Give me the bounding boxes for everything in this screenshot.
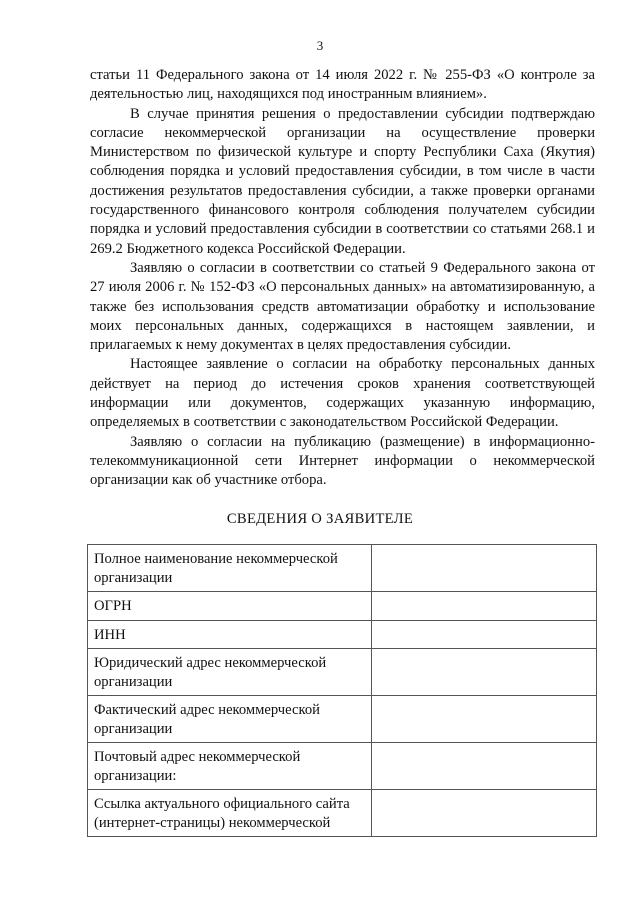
table-row bbox=[88, 790, 597, 837]
row-value-legal-address[interactable] bbox=[372, 649, 597, 696]
table-row bbox=[88, 743, 597, 790]
row-label-actual-address: Фактический адрес некоммерческой организации bbox=[88, 696, 372, 743]
table-row bbox=[88, 592, 597, 621]
row-value-actual-address[interactable] bbox=[372, 696, 597, 743]
row-value-ogrn[interactable] bbox=[372, 592, 597, 621]
table-row bbox=[88, 545, 597, 592]
paragraph-continuation: статьи 11 Федерального закона от 14 июля 2022 г. № 255-ФЗ «О контроле за деятельностью лиц, находящихся под иностранным влиянием». bbox=[90, 67, 595, 103]
paragraph-personal-data-consent: Заявляю о согласии в соответствии со статьей 9 Федерального закона от 27 июля 2006 г. № 152-ФЗ «О персональных данных» на автоматизированную, а также без использования средств автоматизации обработку и использование моих персональных данных, содержащихся в настоящем заявлении, и прилагаемых к нему документах в целях предоставления субсидии. bbox=[90, 259, 595, 354]
table-row bbox=[88, 649, 597, 696]
document-body bbox=[90, 66, 595, 491]
table-row bbox=[88, 620, 597, 649]
row-label-website-link: Ссылка актуального официального сайта (интернет-страницы) некоммерческой bbox=[88, 790, 372, 837]
paragraph-publication-consent: Заявляю о согласии на публикацию (размещение) в информационно-телекоммуникационной сети Интернет информации о некоммерческой организации как об участнике отбора. bbox=[90, 433, 595, 489]
row-label-ogrn: ОГРН bbox=[88, 592, 372, 621]
table-row bbox=[88, 696, 597, 743]
row-value-postal-address[interactable] bbox=[372, 743, 597, 790]
page-number: 3 bbox=[316, 38, 324, 53]
row-label-inn: ИНН bbox=[88, 620, 372, 649]
row-value-inn[interactable] bbox=[372, 620, 597, 649]
paragraph-consent-duration: Настоящее заявление о согласии на обработку персональных данных действует на период до истечения сроков хранения соответствующей информации или документов, содержащих указанную информацию, определяемых в соответствии с законодательством Российской Федерации. bbox=[90, 356, 595, 431]
row-label-postal-address: Почтовый адрес некоммерческой организации: bbox=[88, 743, 372, 790]
applicant-info-table bbox=[87, 544, 597, 837]
paragraph-subsidy-verification-consent: В случае принятия решения о предоставлении субсидии подтверждаю согласие некоммерческой организации на осуществление проверки Министерством по физической культуре и спорту Республики Саха (Якутия) соблюдения порядка и условий предоставления субсидии, в том числе в части достижения результатов предоставления субсидии, а также проверки органами государственного финансового контроля соблюдения получателем субсидии порядка и условий предоставления субсидии в соответствии со статьями 268.1 и 269.2 Бюджетного кодекса Российской Федерации. bbox=[90, 105, 595, 257]
row-value-full-name[interactable] bbox=[372, 545, 597, 592]
section-title: СВЕДЕНИЯ О ЗАЯВИТЕЛЕ bbox=[226, 511, 414, 527]
row-label-full-name: Полное наименование некоммерческой организации bbox=[88, 545, 372, 592]
row-label-legal-address: Юридический адрес некоммерческой организации bbox=[88, 649, 372, 696]
row-value-website-link[interactable] bbox=[372, 790, 597, 837]
